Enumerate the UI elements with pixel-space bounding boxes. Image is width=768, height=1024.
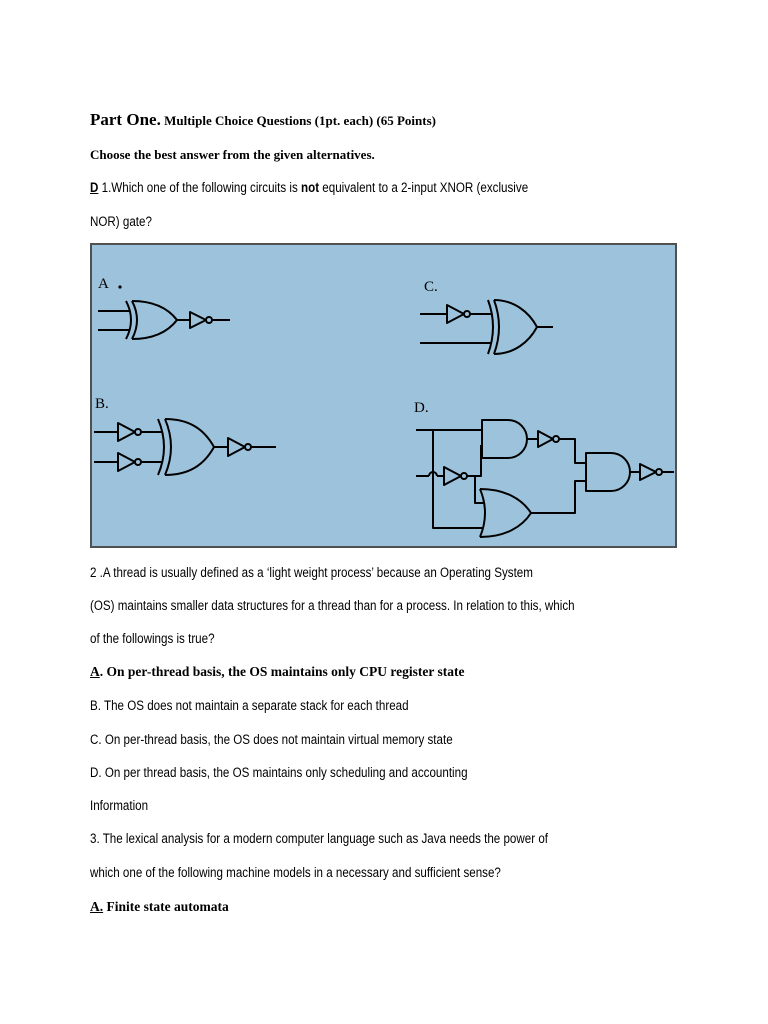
question-3-line-2: which one of the following machine models in a necessary and sufficient sense? <box>90 865 501 880</box>
question-2-line-3: of the followings is true? <box>90 631 215 646</box>
part-title: Part One. <box>90 110 161 129</box>
q3-answer-text: Finite state automata <box>103 899 229 914</box>
circuit-c-label: C. <box>424 279 438 295</box>
q2-option-c: C. On per-thread basis, the OS does not maintain virtual memory state <box>90 732 453 747</box>
logic-circuit-figure <box>90 243 677 548</box>
q1-answer: D <box>90 180 99 195</box>
q2-answer-letter: A <box>90 664 100 679</box>
q1-text-not: not <box>301 180 320 195</box>
circuit-a-label-dot <box>118 285 121 288</box>
question-1 <box>90 180 528 195</box>
question-3-line-1: 3. The lexical analysis for a modern computer language such as Java needs the power of <box>90 831 549 846</box>
section-title: Multiple Choice Questions (1pt. each) (65 Points) <box>160 113 436 128</box>
q1-text-a: 1.Which one of the following circuits is <box>98 180 302 195</box>
q1-text-b: equivalent to a 2-input XNOR (exclusive <box>319 180 529 195</box>
question-2-line-1: 2 .A thread is usually defined as a ‘light weight process’ because an Operating System <box>90 565 533 580</box>
q2-answer-line <box>90 664 465 680</box>
q2-option-d-cont: Information <box>90 798 149 813</box>
circuit-b-label: B. <box>95 396 109 412</box>
q3-answer-letter: A. <box>90 899 104 914</box>
circuit-a-label: A <box>98 276 109 292</box>
question-1-cont: NOR) gate? <box>90 214 152 229</box>
question-2-line-2: (OS) maintains smaller data structures for a thread than for a process. In relation to this, which <box>90 598 575 613</box>
circuit-d-label: D. <box>414 400 429 416</box>
q2-option-d: D. On per thread basis, the OS maintains only scheduling and accounting <box>90 765 468 780</box>
q2-answer-text: . On per-thread basis, the OS maintains only CPU register state <box>99 664 465 679</box>
instruction-text: Choose the best answer from the given alternatives. <box>90 147 375 162</box>
q3-answer-line <box>90 899 229 915</box>
q2-option-b: B. The OS does not maintain a separate stack for each thread <box>90 698 409 713</box>
part-heading <box>90 110 436 130</box>
figure-background <box>91 244 676 547</box>
